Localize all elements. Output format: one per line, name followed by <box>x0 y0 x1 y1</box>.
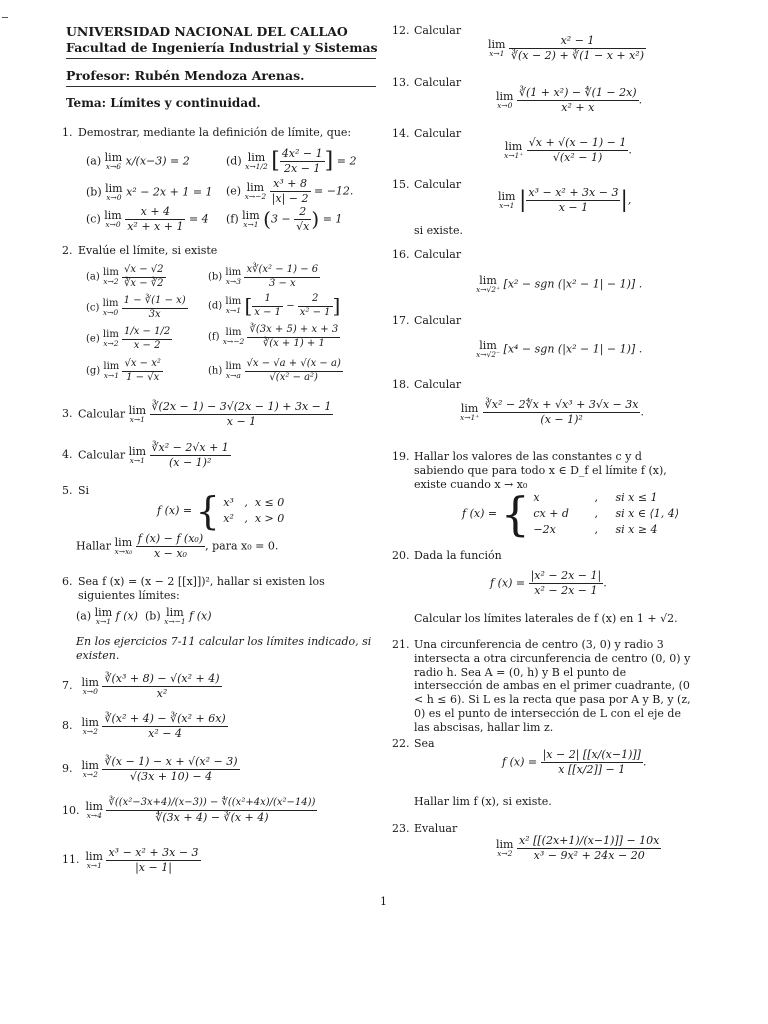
problem-text: Si <box>78 484 90 497</box>
hallar-text: Hallar <box>76 539 112 553</box>
item-label: (a) <box>76 609 92 623</box>
problem-text: Calcular <box>414 178 462 191</box>
problem-number: 22. <box>392 737 410 750</box>
problem-number: 8. <box>62 719 73 733</box>
lim-symbol: lim x→0 <box>105 182 123 202</box>
problem-number: 9. <box>62 762 73 776</box>
problem-text: Hallar los valores de las constantes c y d sabiendo que para todo x ∈ D_f el límite f (x), existe cuando x → x₀ <box>414 450 667 491</box>
problem-number: 1. <box>62 126 73 139</box>
lim-symbol: lim x→1/2 <box>245 151 268 171</box>
problem-text: Demostrar, mediante la definición de límite, que: <box>78 126 352 139</box>
item-label: (c) <box>86 212 101 226</box>
condition-text: , para x₀ = 0. <box>205 539 279 553</box>
problem-2 <box>62 244 217 258</box>
problem-15 <box>392 178 461 192</box>
problem-text: Sea f (x) = (x − 2 [[x]])², hallar si existen los siguientes límites: <box>78 575 325 602</box>
item-expression: = 4 <box>188 212 209 226</box>
problem-20 <box>392 549 502 563</box>
item-expression: = 2 <box>336 154 357 168</box>
problem-number: 7. <box>62 679 73 693</box>
problem-4: 4. Calcular lim x→1 $\frac{\text{∛x² − 2√x + 1}}{\text{(x − 1)²}}$ <box>62 441 229 469</box>
problem-text: Calcular <box>414 127 462 140</box>
faculty-title: Facultad de Ingeniería Industrial y Sistemas <box>66 40 378 55</box>
problem-23 <box>392 822 457 836</box>
item-expression: x/(x−3) = 2 <box>125 154 190 168</box>
problem-20-tail: Calcular los límites laterales de f (x) en 1 + √2. <box>414 612 678 625</box>
item-6ab: (a) lim x→1 f (x) (b) lim x→−1 f (x) <box>76 606 212 626</box>
problem-22-tail: Hallar lim f (x), si existe. <box>414 795 552 808</box>
item-2c: (c) lim x→0 $\frac{1 - ∛(1 - x)}{3x}$ <box>86 295 186 320</box>
problem-number: 13. <box>392 76 410 89</box>
expr-14: lim x→1⁺ $\frac{√x + √(x - 1) - 1}{\text{√(x² − 1)}}$ . <box>504 136 632 164</box>
problem-text: Una circunferencia de centro (3, 0) y radio 3 intersecta a otra circunferencia de centro (0, 0) y radio h. Sea A = (0, h) y B el punto de intersección de ambas en el primer cuadrante, (0 < h ≤ 6). Si L es la recta que pasa por A y B, y (z, 0) es el punto de intersección de L con el eje de las abscisas, hallar lim z. <box>414 638 691 734</box>
margin-mark <box>2 17 8 18</box>
expr-20: f (x) = $\frac{\text{|x² − 2x − 1|}}{\text{x² − 2x − 1}}$ . <box>490 569 607 597</box>
problem-14 <box>392 127 461 141</box>
expr-12: lim x→1 $\frac{\text{x² − 1}}{\text{∛(x − 2) + ∛(1 − x + x²)}}$ <box>488 34 645 62</box>
item-label: (a) <box>86 154 102 168</box>
problem-8: 8. lim x→2 $\frac{\text{∛(x² + 4) − ∛(x² + 6x)}}{\text{x² − 4}}$ <box>62 712 226 740</box>
problem-13 <box>392 76 461 90</box>
problem-7: 7. lim x→0 $\frac{\text{∛(x³ + 8) − √(x² + 4)}}{\text{x²}}$ <box>62 672 220 700</box>
problem-17 <box>392 314 461 328</box>
problem-text: Calcular <box>78 407 126 421</box>
lim-symbol: lim x→−2 <box>244 181 267 201</box>
problem-number: 19. <box>392 450 410 463</box>
topic-line: Tema: Límites y continuidad. <box>66 96 261 110</box>
problem-number: 21. <box>392 638 410 651</box>
university-title: UNIVERSIDAD NACIONAL DEL CALLAO <box>66 24 348 39</box>
problem-11: 11. lim x→1 $\frac{\text{x³ − x² + 3x − 3}}{|x - 1|}$ <box>62 846 199 874</box>
problem-text: Evaluar <box>414 822 458 835</box>
problem-15-tail: si existe. <box>414 224 463 237</box>
problem-16 <box>392 248 461 262</box>
problem-3: 3. Calcular lim x→1 $\frac{∛(2x - 1) - 3√(2x - 1) + 3x - 1}{x - 1}$ <box>62 400 332 428</box>
problem-number: 16. <box>392 248 410 261</box>
item-label: (b) <box>86 185 102 199</box>
problem-12 <box>392 24 461 38</box>
expr-18: lim x→1⁺ $\frac{\text{∛x² − 2∜x + √x³ + 3√x − 3x}}{\text{(x − 1)²}}$ . <box>460 398 644 426</box>
expr-13: lim x→0 $\frac{\text{∛(1 + x²) − ∜(1 − 2x)}}{\text{x² + x}}$ . <box>496 86 643 114</box>
item-1a <box>86 152 190 171</box>
problem-number: 15. <box>392 178 410 191</box>
lim-symbol: lim x→1 <box>242 209 260 229</box>
problem-number: 17. <box>392 314 410 327</box>
problem-5-hallar: Hallar lim x→x₀ $\frac{\text{f (x) − f (x₀)}}{\text{x − x₀}}$ , para x₀ = 0. <box>76 532 279 560</box>
expr-23: lim x→2 $\frac{\text{x² [[(2x+1)/(x−1)]] − 10x}}{\text{x³ − 9x² + 24x − 20}}$ <box>496 834 660 862</box>
problem-number: 5. <box>62 484 73 497</box>
problem-number: 14. <box>392 127 410 140</box>
problem-text: Calcular <box>414 76 462 89</box>
problem-number: 12. <box>392 24 410 37</box>
problem-9: 9. lim x→2 $\frac{\text{∛(x − 1) − x + √(x² − 3)}}{√(3x + 10) - 4}$ <box>62 755 238 783</box>
expr-15: lim x→1 | $\frac{\text{x³ − x² + 3x − 3}}{x - 1}$ |, <box>498 186 632 214</box>
lim-symbol: lim x→0 <box>104 209 122 229</box>
problem-number: 2. <box>62 244 73 257</box>
problem-number: 23. <box>392 822 410 835</box>
problem-10: 10. lim x→4 $\frac{\text{∛((x²−3x+4)/(x−3)) − ∜((x²+4x)/(x²−14))}}{∜(3x + 4) - ∛(x + 4)}$ <box>62 797 316 824</box>
problem-6 <box>62 575 372 603</box>
header-divider-2 <box>66 86 376 87</box>
problem-text: Sea <box>414 737 435 750</box>
problem-number: 4. <box>62 448 73 462</box>
problem-number: 3. <box>62 407 73 421</box>
item-1b <box>86 183 213 202</box>
problem-text: Calcular <box>414 378 462 391</box>
professor-line: Profesor: Rubén Mendoza Arenas. <box>66 68 305 83</box>
piecewise-5: f (x) = { x³ , x ≤ 0 x² , x > 0 <box>157 489 285 533</box>
problem-21 <box>392 638 692 734</box>
problem-number: 6. <box>62 575 73 588</box>
item-1e: (e) lim x→−2 $\frac{\text{x³ + 8}}{|x| - 2}$ = −12. <box>226 177 354 205</box>
piecewise-19: f (x) = { x cx + d −2x , , , si x ≤ 1 si x ∈ ⟨1, 4⟩ si x ≥ 4 <box>462 486 680 541</box>
expr-16: lim x→√2⁺ [x² − sgn (|x² − 1| − 1)] . <box>476 274 643 294</box>
note-7-11: En los ejercicios 7-11 calcular los límites indicado, si existen. <box>76 635 372 662</box>
item-1f: (f) lim x→1 (3 − $\frac{2}{√x}$ ) = 1 <box>226 205 343 233</box>
problem-number: 18. <box>392 378 410 391</box>
item-label: (e) <box>226 184 242 198</box>
item-2g: (g) lim x→1 $\frac{\text{√x − x²}}{1 - √x}$ <box>86 358 161 383</box>
problem-19 <box>392 450 692 491</box>
lim-symbol: lim x→6 <box>104 151 123 171</box>
item-2h: (h) lim x→a $\frac{√x - √a + √(x - a)}{\text{√(x² − a²)}}$ <box>208 358 341 383</box>
problem-text: Evalúe el límite, si existe <box>78 244 218 257</box>
problem-5 <box>62 484 89 498</box>
item-2e: (e) lim x→2 $\frac{1/x - 1/2}{x - 2}$ <box>86 326 171 351</box>
item-2d: (d) lim x→1 [ $\frac{1}{x - 1}$ − $\frac{2}{\text{x² − 1}}$ ] <box>208 293 341 318</box>
problem-number: 10. <box>62 803 80 817</box>
item-expression: = 1 <box>322 212 343 226</box>
item-2a: (a) lim x→2 $\frac{√x - √2}{∛x - ∛2}$ <box>86 264 164 289</box>
item-1d: (d) lim x→1/2 [ $\frac{\text{4x² − 1}}{2x - 1}$ ] = 2 <box>226 147 357 175</box>
problem-number: 11. <box>62 853 80 867</box>
problem-18 <box>392 378 461 392</box>
expr-22: f (x) = $\frac{|x - 2| [[x/(x-1)]]}{x [[x/2]] - 1}$ . <box>502 748 647 776</box>
problem-text: Calcular <box>78 448 126 462</box>
item-2f: (f) lim x→−2 $\frac{∛(3x + 5) + x + 3}{∛(x + 1) + 1}$ <box>208 324 339 349</box>
header-divider <box>66 58 376 59</box>
item-label: (d) <box>226 154 242 168</box>
expr-17: lim x→√2⁻ [x⁴ − sgn (|x² − 1| − 1)] . <box>476 339 643 359</box>
item-label: (f) <box>226 212 239 226</box>
problem-text: Calcular <box>414 314 462 327</box>
problem-1 <box>62 126 351 140</box>
problem-text: Dada la función <box>414 549 502 562</box>
problem-text: Calcular <box>414 248 462 261</box>
page-number: 1 <box>380 895 387 908</box>
item-2b: (b) lim x→3 $\frac{\text{x∛(x² − 1) − 6}}{3 - x}$ <box>208 264 319 289</box>
item-expression: x² − 2x + 1 = 1 <box>126 185 213 199</box>
problem-number: 20. <box>392 549 410 562</box>
item-expression: = −12. <box>314 184 354 198</box>
item-1c: (c) lim x→0 $\frac{x + 4}{\text{x² + x + 1}}$ = 4 <box>86 205 209 233</box>
problem-22 <box>392 737 435 751</box>
problem-text: Calcular <box>414 24 462 37</box>
item-label: (b) <box>144 609 161 623</box>
